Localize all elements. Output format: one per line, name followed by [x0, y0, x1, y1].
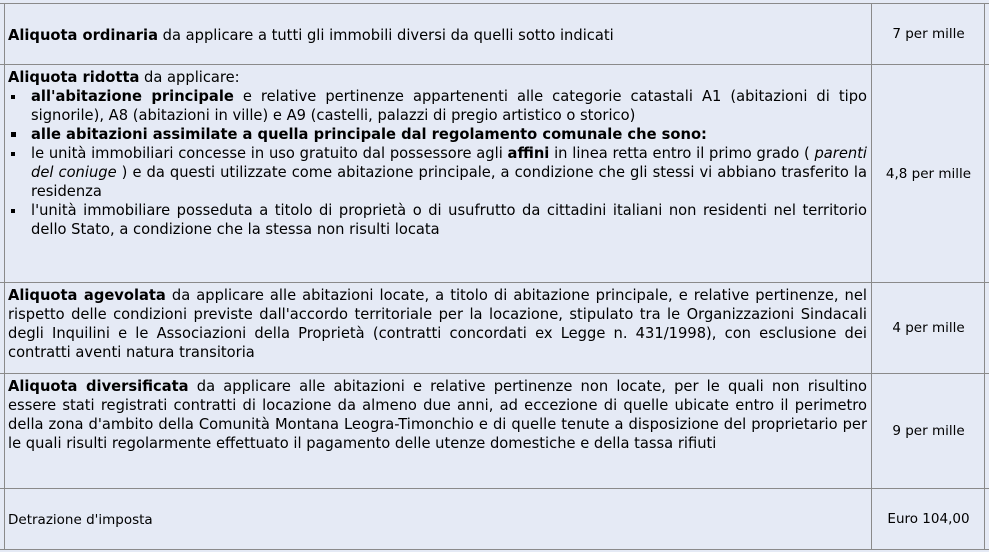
rate-label: Aliquota ridotta [8, 69, 140, 86]
bullet-bold-text: all'abitazione principale [31, 88, 234, 105]
rate-value: Euro 104,00 [887, 511, 970, 527]
rate-value-cell [873, 374, 985, 488]
rate-label: Aliquota agevolata [8, 287, 166, 304]
bullet-text: l'unità immobiliare posseduta a titolo di proprietà o di usufrutto da cittadini italiani non residenti nel territorio dello Stato, a condizione che la stessa non risulti locata [31, 202, 867, 238]
description-cell [4, 489, 872, 549]
bullet-italic-text: parenti del coniuge [31, 145, 868, 181]
description-cell [4, 283, 872, 373]
rate-label: Aliquota diversificata [8, 378, 189, 395]
rate-value-cell [873, 489, 985, 549]
list-item [8, 144, 867, 201]
rate-value: 4 per mille [892, 320, 965, 336]
rate-value: 9 per mille [892, 423, 965, 439]
bullet-bold-text: affini [507, 145, 550, 162]
table-row-ordinaria [0, 3, 989, 65]
rate-label: Aliquota ordinaria [8, 26, 158, 44]
list-item [8, 201, 867, 239]
rate-description: da applicare alle abitazioni e relative pertinenze non locate, per le quali non risultino essere stati registrati contratti di locazione da almeno due anni, ad eccezione di quelle ubicate entro il perimetro della zona d'ambito della Comunità Montana Leogra-Timonchio e di quelle tenute a disposizione del proprietario per le quali risulti regolarmente effettuato il pagamento delle utenze domestiche e della tassa rifiuti [8, 378, 867, 452]
table-row-agevolata [0, 283, 989, 374]
rate-label: Detrazione d'imposta [8, 511, 153, 528]
rate-description: da applicare alle abitazioni locate, a titolo di abitazione principale, e relative pertinenze, nel rispetto delle condizioni previste dall'accordo territoriale per la locazione, stipulato tra le Organizzazioni Sindacali degli Inquilini e le Associazioni della Proprietà (contratti concordati ex Legge n. 431/1998), con esclusione dei contratti aventi natura transitoria [8, 287, 867, 361]
table-row-detrazione [0, 489, 989, 550]
rate-description: da applicare a tutti gli immobili diversi da quelli sotto indicati [157, 26, 614, 44]
description-cell [4, 4, 872, 64]
list-item [8, 125, 867, 144]
rate-intro: da applicare: [139, 69, 240, 86]
bullet-bold-text: alle abitazioni assimilate a quella principale dal regolamento comunale che sono: [31, 126, 707, 143]
rate-value: 4,8 per mille [885, 165, 972, 182]
rate-value: 7 per mille [892, 26, 965, 42]
description-cell [4, 65, 872, 282]
bullet-text: ) e da questi utilizzate come abitazione principale, a condizione che gli stessi vi abbiano trasferito la residenza [31, 164, 867, 200]
rate-value-cell [873, 283, 985, 373]
rate-value-cell [873, 65, 985, 282]
description-cell [4, 374, 872, 488]
list-item [8, 87, 867, 125]
rate-value-cell [873, 4, 985, 64]
bullet-text: le unità immobiliari concesse in uso gratuito dal possessore agli [31, 145, 508, 162]
bullet-text: in linea retta entro il primo grado ( [549, 145, 815, 162]
table-row-ridotta [0, 65, 989, 283]
table-row-diversificata [0, 374, 989, 489]
bullet-text: e relative pertinenze appartenenti alle categorie catastali A1 (abitazioni di tipo signorile), A8 (abitazioni in ville) e A9 (castelli, palazzi di pregio artistico o storico) [31, 88, 868, 124]
